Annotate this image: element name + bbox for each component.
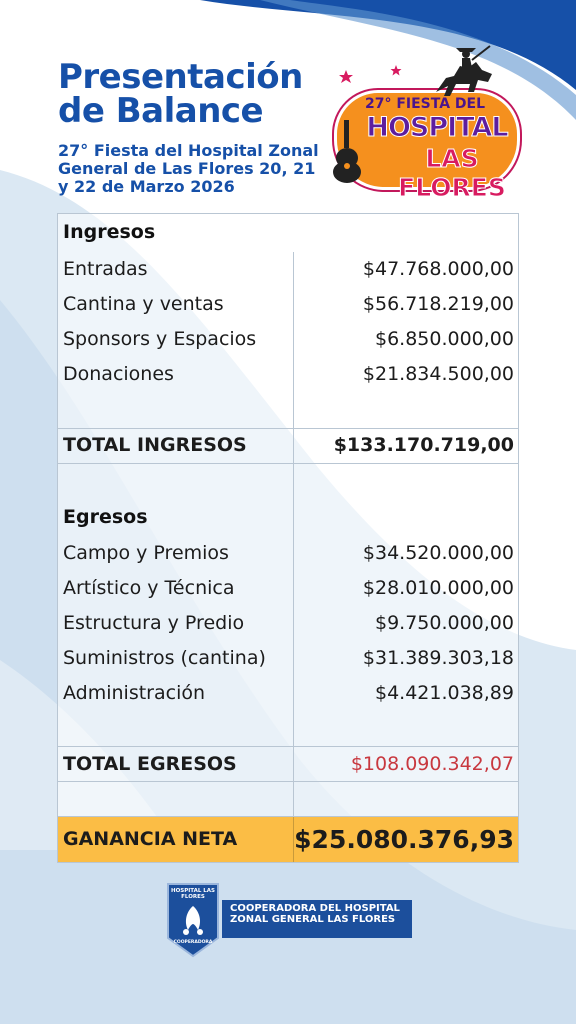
logo-text-line3: LAS FLORES	[398, 144, 506, 202]
total-egresos-value: $108.090.342,07	[350, 753, 514, 775]
table-row	[58, 287, 518, 322]
row-label: Cantina y ventas	[63, 293, 224, 315]
row-divider	[58, 463, 518, 464]
row-value: $21.834.500,00	[362, 363, 514, 385]
row-label: Artístico y Técnica	[63, 577, 235, 599]
row-value: $28.010.000,00	[362, 577, 514, 599]
page-title: Presentación de Balance	[58, 57, 303, 131]
logo-text-line2: HOSPITAL	[366, 112, 508, 143]
row-value: $34.520.000,00	[362, 542, 514, 564]
shield-caption: COOPERADORA	[173, 940, 213, 945]
ganancia-neta-label: GANANCIA NETA	[63, 828, 238, 850]
footer-org-banner	[222, 900, 412, 938]
horse-rider-icon	[416, 40, 506, 100]
ganancia-neta-row	[58, 817, 518, 862]
row-value: $4.421.038,89	[374, 682, 514, 704]
row-label: Campo y Premios	[63, 542, 229, 564]
row-value: $56.718.219,00	[362, 293, 514, 315]
egresos-heading: Egresos	[63, 506, 148, 528]
footer-cooperadora	[166, 882, 412, 958]
row-label: Entradas	[63, 258, 148, 280]
row-label: Administración	[63, 682, 206, 704]
table-row	[58, 606, 518, 641]
footer-org-name: COOPERADORA DEL HOSPITAL ZONAL GENERAL LAS FLORES	[230, 903, 400, 925]
row-value: $47.768.000,00	[362, 258, 514, 280]
table-row	[58, 357, 518, 392]
table-row	[58, 571, 518, 606]
row-value: $6.850.000,00	[374, 328, 514, 350]
logo-text-line1: 27° FIESTA DEL	[364, 96, 486, 112]
table-row	[58, 641, 518, 676]
page-subtitle: 27° Fiesta del Hospital Zonal General de Las Flores 20, 21 y 22 de Marzo 2026	[58, 141, 319, 196]
ganancia-neta-value: $25.080.376,93	[294, 825, 514, 854]
table-row	[58, 322, 518, 357]
total-egresos-row	[58, 747, 518, 782]
row-label: Donaciones	[63, 363, 174, 385]
row-label: Sponsors y Espacios	[63, 328, 257, 350]
table-row	[58, 676, 518, 711]
balance-table	[57, 213, 519, 863]
row-value: $9.750.000,00	[374, 612, 514, 634]
row-value: $31.389.303,18	[362, 647, 514, 669]
total-ingresos-value: $133.170.719,00	[333, 434, 514, 456]
total-ingresos-row	[58, 428, 518, 463]
total-egresos-label: TOTAL EGRESOS	[63, 753, 237, 775]
header	[58, 57, 328, 196]
total-ingresos-label: TOTAL INGRESOS	[63, 434, 247, 456]
event-logo	[326, 40, 526, 202]
ingresos-heading: Ingresos	[63, 221, 156, 243]
table-row	[58, 536, 518, 571]
shield-title: HOSPITAL LAS FLORES	[170, 888, 216, 900]
row-label: Estructura y Predio	[63, 612, 245, 634]
table-row	[58, 252, 518, 287]
row-label: Suministros (cantina)	[63, 647, 266, 669]
